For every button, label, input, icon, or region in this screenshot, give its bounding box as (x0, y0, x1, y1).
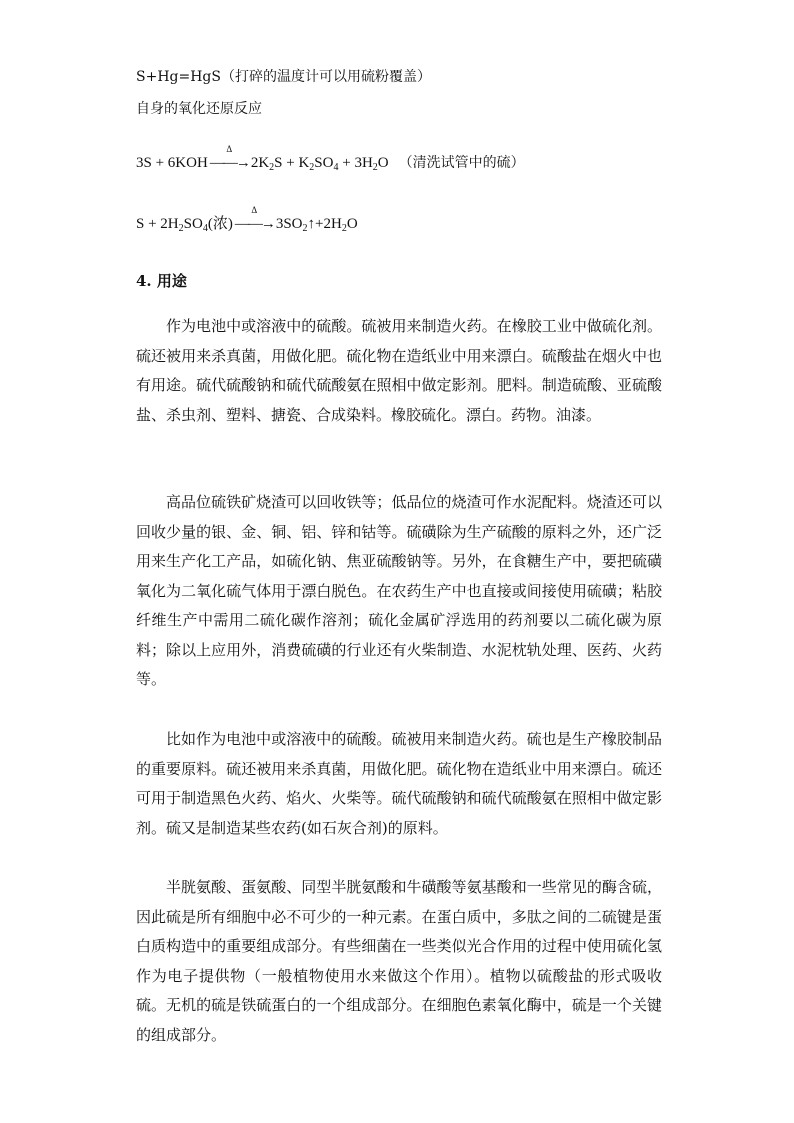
uses-paragraph-3: 比如作为电池中或溶液中的硫酸。硫被用来制造火药。硫也是生产橡胶制品的重要原料。硫还被用来杀真菌，用做化肥。硫化物在造纸业中用来漂白。硫还可用于制造黑色火药、焰火、火柴等。硫代硫酸钠和硫代硫酸氨在照相中做定影剂。硫又是制造某些农药(如石灰合剂)的原料。 (136, 730, 662, 837)
redox-subheading: 自身的氧化还原反应 (136, 101, 262, 117)
reaction-line-mercury: S+Hg=HgS（打碎的温度计可以用硫粉覆盖） (136, 69, 431, 85)
equation-h2so4 (136, 205, 358, 234)
equation-koh (136, 144, 525, 173)
section-heading-uses: 4. 用途 (136, 272, 187, 290)
heat-delta-symbol: Δ (226, 144, 233, 154)
reaction-arrow-icon: ——→ (234, 216, 274, 232)
equation-koh-note: （清洗试管中的硫） (398, 156, 525, 171)
uses-paragraph-2: 高品位硫铁矿烧渣可以回收铁等；低品位的烧渣可作水泥配料。烧渣还可以回收少量的银、金、铜、铝、锌和钴等。硫磺除为生产硫酸的原料之外，还广泛用来生产化工产品，如硫化钠、焦亚硫酸钠等。另外，在食糖生产中，要把硫磺氧化为二氧化硫气体用于漂白脱色。在农药生产中也直接或间接使用硫磺；粘胶纤维生产中需用二硫化碳作溶剂；硫化金属矿浮选用的药剂要以二硫化碳为原料；除以上应用外，消费硫磺的行业还有火柴制造、水泥枕轨处理、医药、火药等。 (136, 493, 662, 688)
equation-h2so4-lhs: $S + 2H_2SO_4$(浓) (136, 216, 233, 234)
heat-arrow (233, 205, 276, 233)
equation-koh-rhs: $2K_2S + K_2SO_4 + 3H_2O$ (250, 155, 389, 173)
equation-h2so4-rhs: $3SO_2↑+2H_2O$ (275, 216, 358, 234)
heat-arrow (208, 144, 251, 172)
heat-delta-symbol: Δ (251, 205, 258, 215)
uses-paragraph-4: 半胱氨酸、蛋氨酸、同型半胱氨酸和牛磺酸等氨基酸和一些常见的酶含硫，因此硫是所有细胞中必不可少的一种元素。在蛋白质中，多肽之间的二硫键是蛋白质构造中的重要组成部分。有些细菌在一些类似光合作用的过程中使用硫化氢作为电子提供物（一般植物使用水来做这个作用）。植物以硫酸盐的形式吸收硫。无机的硫是铁硫蛋白的一个组成部分。在细胞色素氧化酶中，硫是一个关键的组成部分。 (136, 878, 662, 1044)
uses-paragraph-1: 作为电池中或溶液中的硫酸。硫被用来制造火药。在橡胶工业中做硫化剂。硫还被用来杀真菌，用做化肥。硫化物在造纸业中用来漂白。硫酸盐在烟火中也有用途。硫代硫酸钠和硫代硫酸氨在照相中做定影剂。肥料。制造硫酸、亚硫酸盐、杀虫剂、塑料、搪瓷、合成染料。橡胶硫化。漂白。药物。油漆。 (136, 317, 662, 424)
equation-koh-lhs: 3S + 6KOH (136, 155, 208, 171)
reaction-arrow-icon: ——→ (209, 155, 249, 171)
